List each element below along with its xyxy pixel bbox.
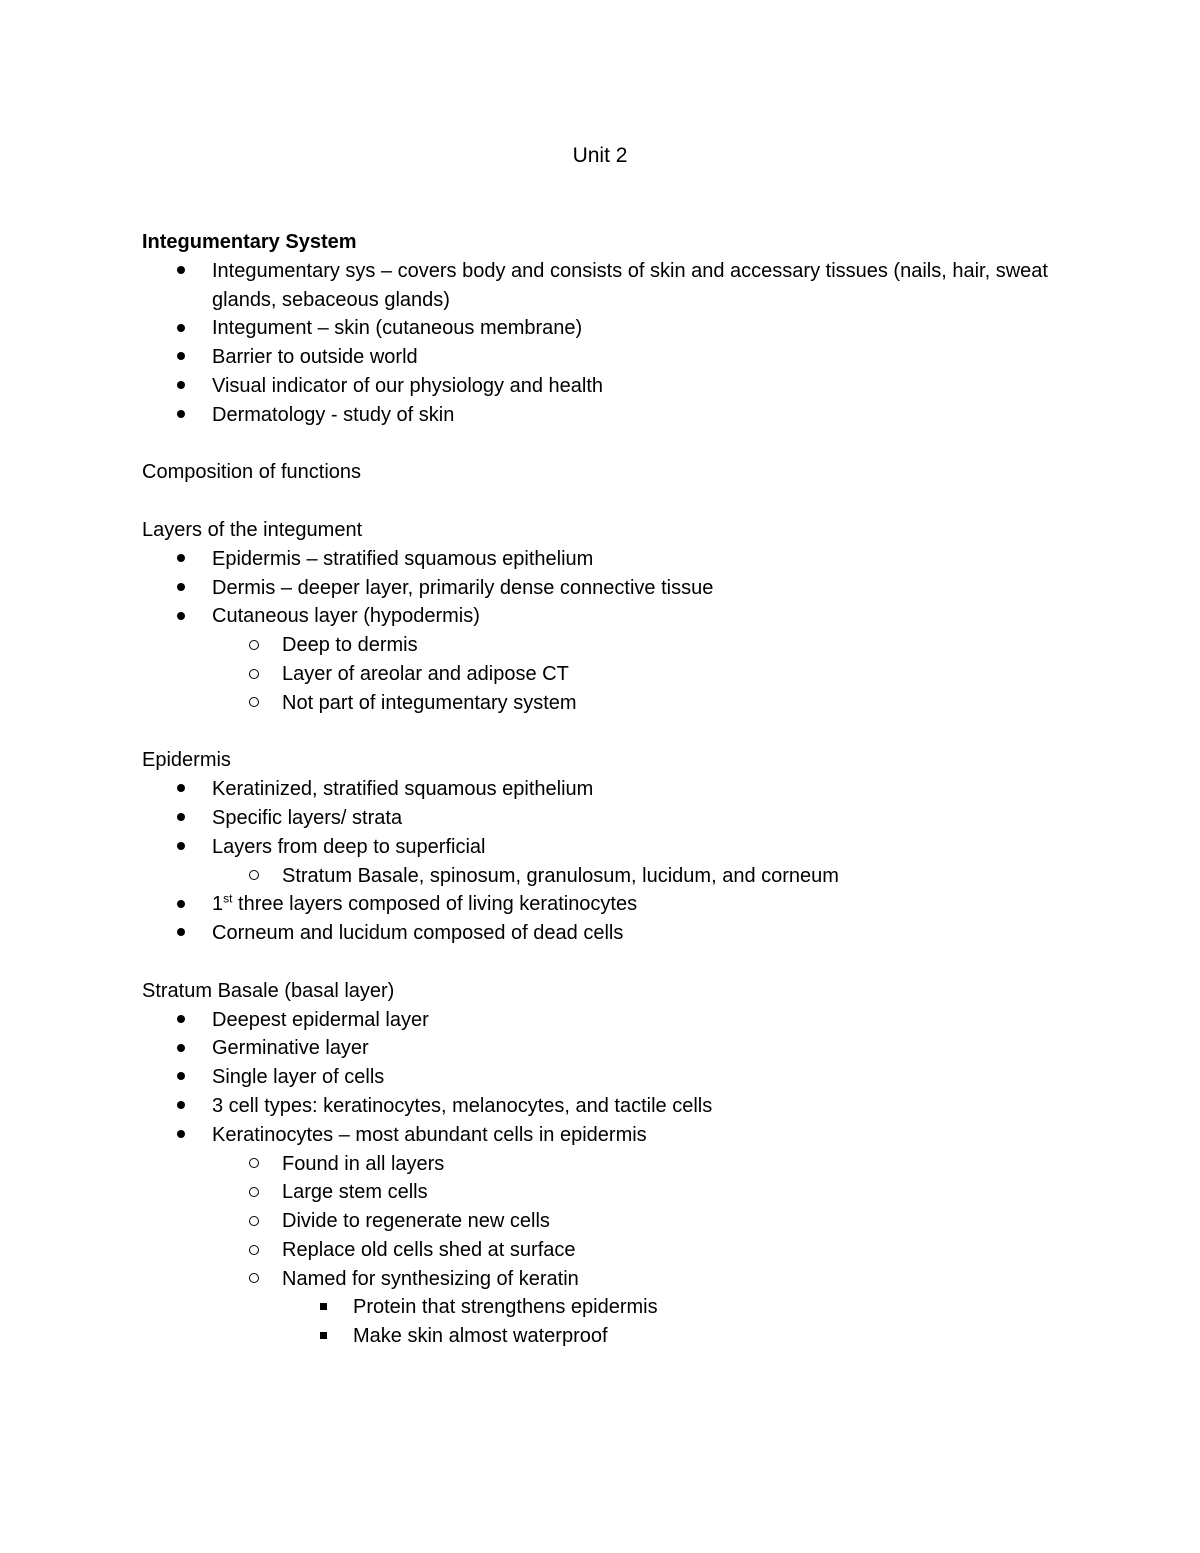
list-item: Keratinocytes – most abundant cells in epidermis	[142, 1121, 1072, 1150]
bullet-circle-icon	[244, 1150, 264, 1179]
list-item: Dermatology - study of skin	[142, 401, 1072, 430]
bullet-dot-icon	[171, 545, 191, 574]
sub-sub-list-item: Protein that strengthens epidermis	[142, 1293, 1072, 1322]
section-heading: Stratum Basale (basal layer)	[142, 979, 395, 1002]
sub-list-item: Stratum Basale, spinosum, granulosum, lucidum, and corneum	[142, 862, 1072, 891]
list-item: Corneum and lucidum composed of dead cells	[142, 919, 1072, 948]
bullet-list	[142, 545, 1072, 718]
document-title: Unit 2	[572, 144, 628, 167]
list-item: Cutaneous layer (hypodermis)	[142, 602, 1072, 631]
bullet-circle-icon	[244, 689, 264, 718]
sub-list-item: Divide to regenerate new cells	[142, 1207, 1072, 1236]
list-item: Layers from deep to superficial	[142, 833, 1072, 862]
sub-list-item: Large stem cells	[142, 1178, 1072, 1207]
bullet-dot-icon	[171, 890, 191, 919]
bullet-dot-icon	[171, 401, 191, 430]
list-item: Visual indicator of our physiology and health	[142, 372, 1072, 401]
bullet-dot-icon	[171, 314, 191, 343]
sub-list-item: Layer of areolar and adipose CT	[142, 660, 1072, 689]
bullet-square-icon	[313, 1293, 333, 1322]
bullet-list	[142, 1006, 1072, 1352]
bullet-circle-icon	[244, 862, 264, 891]
sub-list-item: Replace old cells shed at surface	[142, 1236, 1072, 1265]
list-item: Integumentary sys – covers body and consists of skin and accessary tissues (nails, hair, sweat glands, sebaceous glands)	[142, 257, 1072, 315]
bullet-dot-icon	[171, 1121, 191, 1150]
list-item: Dermis – deeper layer, primarily dense connective tissue	[142, 574, 1072, 603]
sub-list-item: Not part of integumentary system	[142, 689, 1072, 718]
section-epidermis	[142, 746, 1072, 948]
list-item: Integument – skin (cutaneous membrane)	[142, 314, 1072, 343]
list-item: Epidermis – stratified squamous epithelium	[142, 545, 1072, 574]
section-composition-of-functions	[142, 458, 1072, 487]
bullet-dot-icon	[171, 804, 191, 833]
sub-sub-list-item: Make skin almost waterproof	[142, 1322, 1072, 1351]
list-item: Keratinized, stratified squamous epithelium	[142, 775, 1072, 804]
bullet-list	[142, 775, 1072, 948]
bullet-square-icon	[313, 1322, 333, 1351]
bullet-list	[142, 257, 1072, 430]
section-heading: Composition of functions	[142, 461, 362, 484]
ordinal-suffix: st	[223, 891, 233, 906]
section-heading: Epidermis	[142, 749, 231, 772]
bullet-circle-icon	[244, 660, 264, 689]
bullet-dot-icon	[171, 343, 191, 372]
bullet-dot-icon	[171, 1006, 191, 1035]
section-layers-of-integument	[142, 516, 1072, 718]
list-item: Single layer of cells	[142, 1063, 1072, 1092]
bullet-dot-icon	[171, 919, 191, 948]
sub-list-item: Deep to dermis	[142, 631, 1072, 660]
bullet-dot-icon	[171, 833, 191, 862]
bullet-circle-icon	[244, 1178, 264, 1207]
section-heading: Layers of the integument	[142, 518, 363, 541]
list-item: Deepest epidermal layer	[142, 1006, 1072, 1035]
list-item: Germinative layer	[142, 1034, 1072, 1063]
section-heading: Integumentary System	[142, 231, 357, 253]
bullet-dot-icon	[171, 1063, 191, 1092]
bullet-circle-icon	[244, 1236, 264, 1265]
bullet-dot-icon	[171, 602, 191, 631]
bullet-circle-icon	[244, 1207, 264, 1236]
sub-list-item: Found in all layers	[142, 1150, 1072, 1179]
list-item: 1st three layers composed of living keratinocytes	[142, 890, 1072, 919]
bullet-dot-icon	[171, 1092, 191, 1121]
document-body	[142, 228, 1072, 1380]
bullet-dot-icon	[171, 775, 191, 804]
list-item: 3 cell types: keratinocytes, melanocytes, and tactile cells	[142, 1092, 1072, 1121]
list-item: Barrier to outside world	[142, 343, 1072, 372]
bullet-dot-icon	[171, 574, 191, 603]
bullet-dot-icon	[171, 1034, 191, 1063]
list-item: Specific layers/ strata	[142, 804, 1072, 833]
section-stratum-basale	[142, 977, 1072, 1351]
bullet-dot-icon	[171, 257, 191, 286]
bullet-circle-icon	[244, 1265, 264, 1294]
section-integumentary-system	[142, 228, 1072, 430]
bullet-circle-icon	[244, 631, 264, 660]
sub-list-item: Named for synthesizing of keratin	[142, 1265, 1072, 1294]
bullet-dot-icon	[171, 372, 191, 401]
